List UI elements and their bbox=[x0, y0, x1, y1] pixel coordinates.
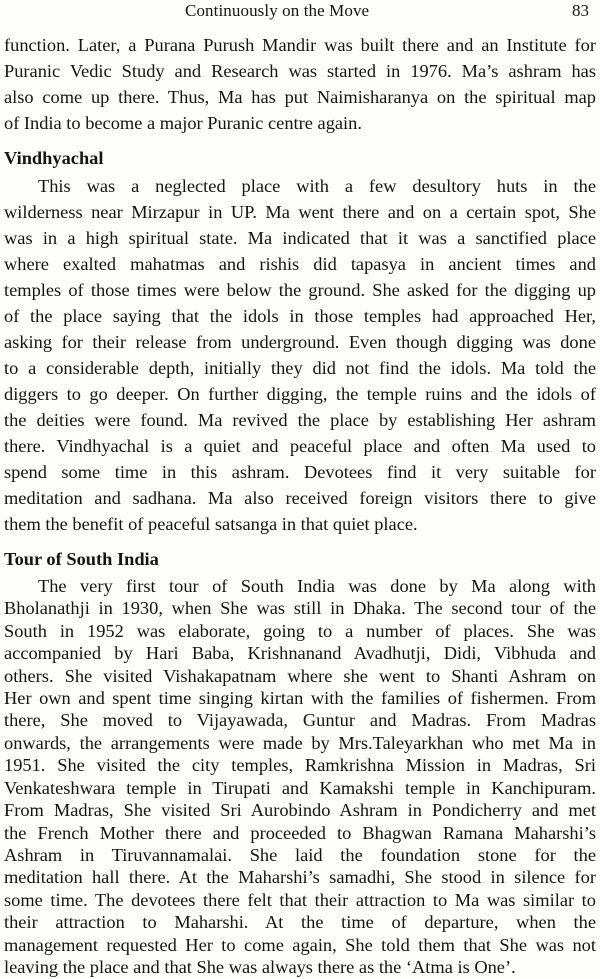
body-line: the French Mother there and proceeded to Bhagwan Ramana Maharshi’s bbox=[4, 823, 596, 843]
body-line: From Madras, She visited Sri Aurobindo Ashram in Pondicherry and met bbox=[4, 800, 596, 820]
body-line: leaving the place and that She was always there as the ‘Atma is One’. bbox=[4, 957, 516, 977]
body-line: to a considerable depth, initially they did not find the idols. Ma told the bbox=[4, 358, 596, 378]
body-line: The very first tour of South India was done by Ma along with bbox=[38, 576, 596, 596]
body-line: This was a neglected place with a few desultory huts in the bbox=[38, 176, 596, 196]
body-line: there, She moved to Vijayawada, Guntur and Madras. From Madras bbox=[4, 710, 596, 730]
body-line: spend some time in this ashram. Devotees find it very suitable for bbox=[4, 462, 596, 482]
page-header bbox=[0, 0, 600, 26]
body-line: them the benefit of peaceful satsanga in that quiet place. bbox=[4, 514, 418, 534]
body-line: Ashram in Tiruvannamalai. She laid the foundation stone for the bbox=[4, 845, 596, 865]
body-line: was in a high spiritual state. Ma indicated that it was a sanctified place bbox=[4, 228, 596, 248]
body-line: the deities were found. Ma revived the place by establishing Her ashram bbox=[4, 410, 596, 430]
page-number: 83 bbox=[572, 1, 589, 20]
body-line: diggers to go deeper. On further digging, the temple ruins and the idols of bbox=[4, 384, 596, 404]
body-line: 1951. She visited the city temples, Ramkrishna Mission in Madras, Sri bbox=[4, 755, 596, 775]
section-heading-south-india: Tour of South India bbox=[4, 549, 159, 569]
body-line: meditation and sadhana. Ma also received foreign visitors there to give bbox=[4, 488, 596, 508]
body-line: Venkateshwara temple in Tirupati and Kamakshi temple in Kanchipuram. bbox=[4, 778, 596, 798]
body-line: function. Later, a Purana Purush Mandir was built there and an Institute for bbox=[4, 35, 596, 55]
section-heading-vindhyachal: Vindhyachal bbox=[4, 148, 104, 168]
body-line: temples of those times were below the ground. She asked for the digging up bbox=[4, 280, 596, 300]
body-line: of the place saying that the idols in those temples had approached Her, bbox=[4, 306, 596, 326]
body-line: Puranic Vedic Study and Research was started in 1976. Ma’s ashram has bbox=[4, 61, 596, 81]
body-line: wilderness near Mirzapur in UP. Ma went there and on a certain spot, She bbox=[4, 202, 596, 222]
body-line: management requested Her to come again, She told them that She was not bbox=[4, 935, 596, 955]
body-line: accompanied by Hari Baba, Krishnanand Avadhutji, Didi, Vibhuda and bbox=[4, 643, 596, 663]
running-title: Continuously on the Move bbox=[185, 1, 370, 20]
body-line: where exalted mahatmas and rishis did tapasya in ancient times and bbox=[4, 254, 596, 274]
body-line: Her own and spent time singing kirtan with the families of fishermen. From bbox=[4, 688, 596, 708]
body-line: South in 1952 was elaborate, going to a number of places. She was bbox=[4, 621, 596, 641]
body-line: of India to become a major Puranic centre again. bbox=[4, 113, 362, 133]
body-line: also come up there. Thus, Ma has put Naimisharanya on the spiritual map bbox=[4, 87, 596, 107]
body-line: others. She visited Vishakapatnam where she went to Shanti Ashram on bbox=[4, 666, 596, 686]
body-line: asking for their release from underground. Even though digging was done bbox=[4, 332, 596, 352]
body-line: their attraction to Maharshi. At the time of departure, when the bbox=[4, 912, 596, 932]
body-line: Bholanathji in 1930, when She was still in Dhaka. The second tour of the bbox=[4, 598, 596, 618]
body-line: there. Vindhyachal is a quiet and peaceful place and often Ma used to bbox=[4, 436, 596, 456]
body-line: some time. The devotees there felt that their attraction to Ma was similar to bbox=[4, 890, 596, 910]
body-line: meditation hall there. At the Maharshi’s samadhi, She stood in silence for bbox=[4, 867, 596, 887]
body-line: onwards, the arrangements were made by Mrs.Taleyarkhan who met Ma in bbox=[4, 733, 596, 753]
